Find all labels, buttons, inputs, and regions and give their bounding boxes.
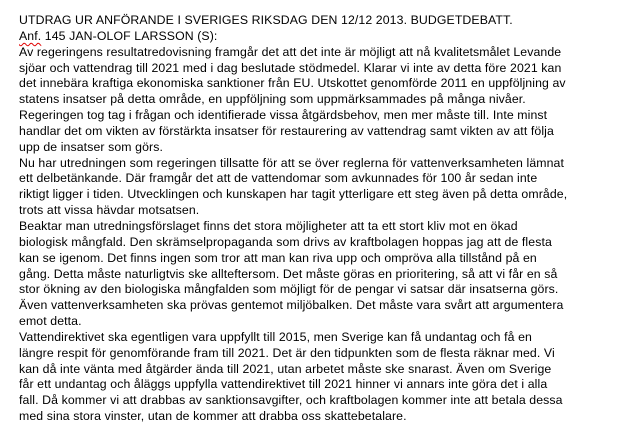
text-line: upp de insatser som görs. bbox=[19, 139, 163, 154]
text-line: ett delbetänkande. Där framgår det att de vattendomar som avkunnades för 100 år sedan inte bbox=[19, 171, 538, 186]
misspelled-word: Anf. bbox=[19, 28, 42, 43]
text-line: gång. Detta måste naturligtvis ske allteftersom. Det måste göras en prioritering, så att vi får en så bbox=[19, 266, 558, 281]
text-line: Regeringen tog tag i frågan och identifierade vissa åtgärdsbehov, men mer måste till. Inte minst bbox=[19, 108, 548, 123]
text-line: Av regeringens resultatredovisning framgår det att det inte är möjligt att nå kvalitetsmålet Levande bbox=[19, 44, 562, 59]
text-line: får ett undantag och åläggs uppfylla vattendirektivet till 2021 hinner vi annars inte göra det i alla bbox=[19, 377, 548, 392]
text-line: fall. Då kommer vi att drabbas av sanktionsavgifter, och kraftbolagen kommer inte att betala dessa bbox=[19, 393, 563, 408]
text-line: emot detta. bbox=[19, 314, 82, 329]
text-line: längre respit för genomförande fram till 2021. Det är den tidpunkten som de flesta räknar med. Vi bbox=[19, 345, 555, 360]
text-line: riktigt ligger i tiden. Utvecklingen och kunskapen har tagit ytterligare ett steg även på detta område, bbox=[19, 187, 568, 202]
speech-text bbox=[19, 13, 632, 425]
text-line: trots att vissa hävdar motsatsen. bbox=[19, 203, 200, 218]
text-line: handlar det om vikten av förstärkta insatser för restaurering av vattendrag samt vikten av att följa bbox=[19, 123, 554, 138]
text-line: Nu har utredningen som regeringen tillsatte för att se över reglerna för vattenverksamheten lämnat bbox=[19, 155, 564, 170]
text-line: sjöar och vattendrag till 2021 med i dag beslutade stödmedel. Klarar vi inte av detta före 2021 kan bbox=[19, 60, 562, 75]
text-line: Anf. 145 JAN-OLOF LARSSON (S): bbox=[19, 28, 218, 43]
text-line: kan se igenom. Det finns ingen som tror att man kan riva upp och ompröva alla tillstånd på en bbox=[19, 250, 537, 265]
text-line: kan då inte vänta med åtgärder ända till 2021, utan arbetet måste ske snarast. Även om Sverige bbox=[19, 361, 552, 376]
text-line: Även vattenverksamheten ska prövas gentemot miljöbalken. Det måste vara svårt att argumentera bbox=[19, 298, 564, 313]
text-line: biologisk mångfald. Den skrämselpropaganda som drivs av kraftbolagen hoppas jag att de flesta bbox=[19, 234, 552, 249]
text-line: det innebära kraftiga ekonomiska sanktioner från EU. Utskottet genomförde 2011 en uppföljning av bbox=[19, 76, 566, 91]
text-line: Vattendirektivet ska egentligen vara uppfyllt till 2015, men Sverige kan få undantag och få en bbox=[19, 329, 532, 344]
text-line: Beaktar man utredningsförslaget finns det stora möjligheter att ta ett stort kliv mot en ökad bbox=[19, 218, 518, 233]
text-line: stor ökning av den biologiska mångfalden som möjligt för de pengar vi satsar där insatserna görs. bbox=[19, 282, 559, 297]
text-line: UTDRAG UR ANFÖRANDE I SVERIGES RIKSDAG DEN 12/12 2013. BUDGETDEBATT. bbox=[19, 13, 513, 27]
text-line: med sina stora vinster, utan de kommer att drabba oss skattebetalare. bbox=[19, 409, 407, 424]
text-line: statens insatser på detta område, en uppföljning som uppmärksammades på många nivåer. bbox=[19, 92, 526, 107]
